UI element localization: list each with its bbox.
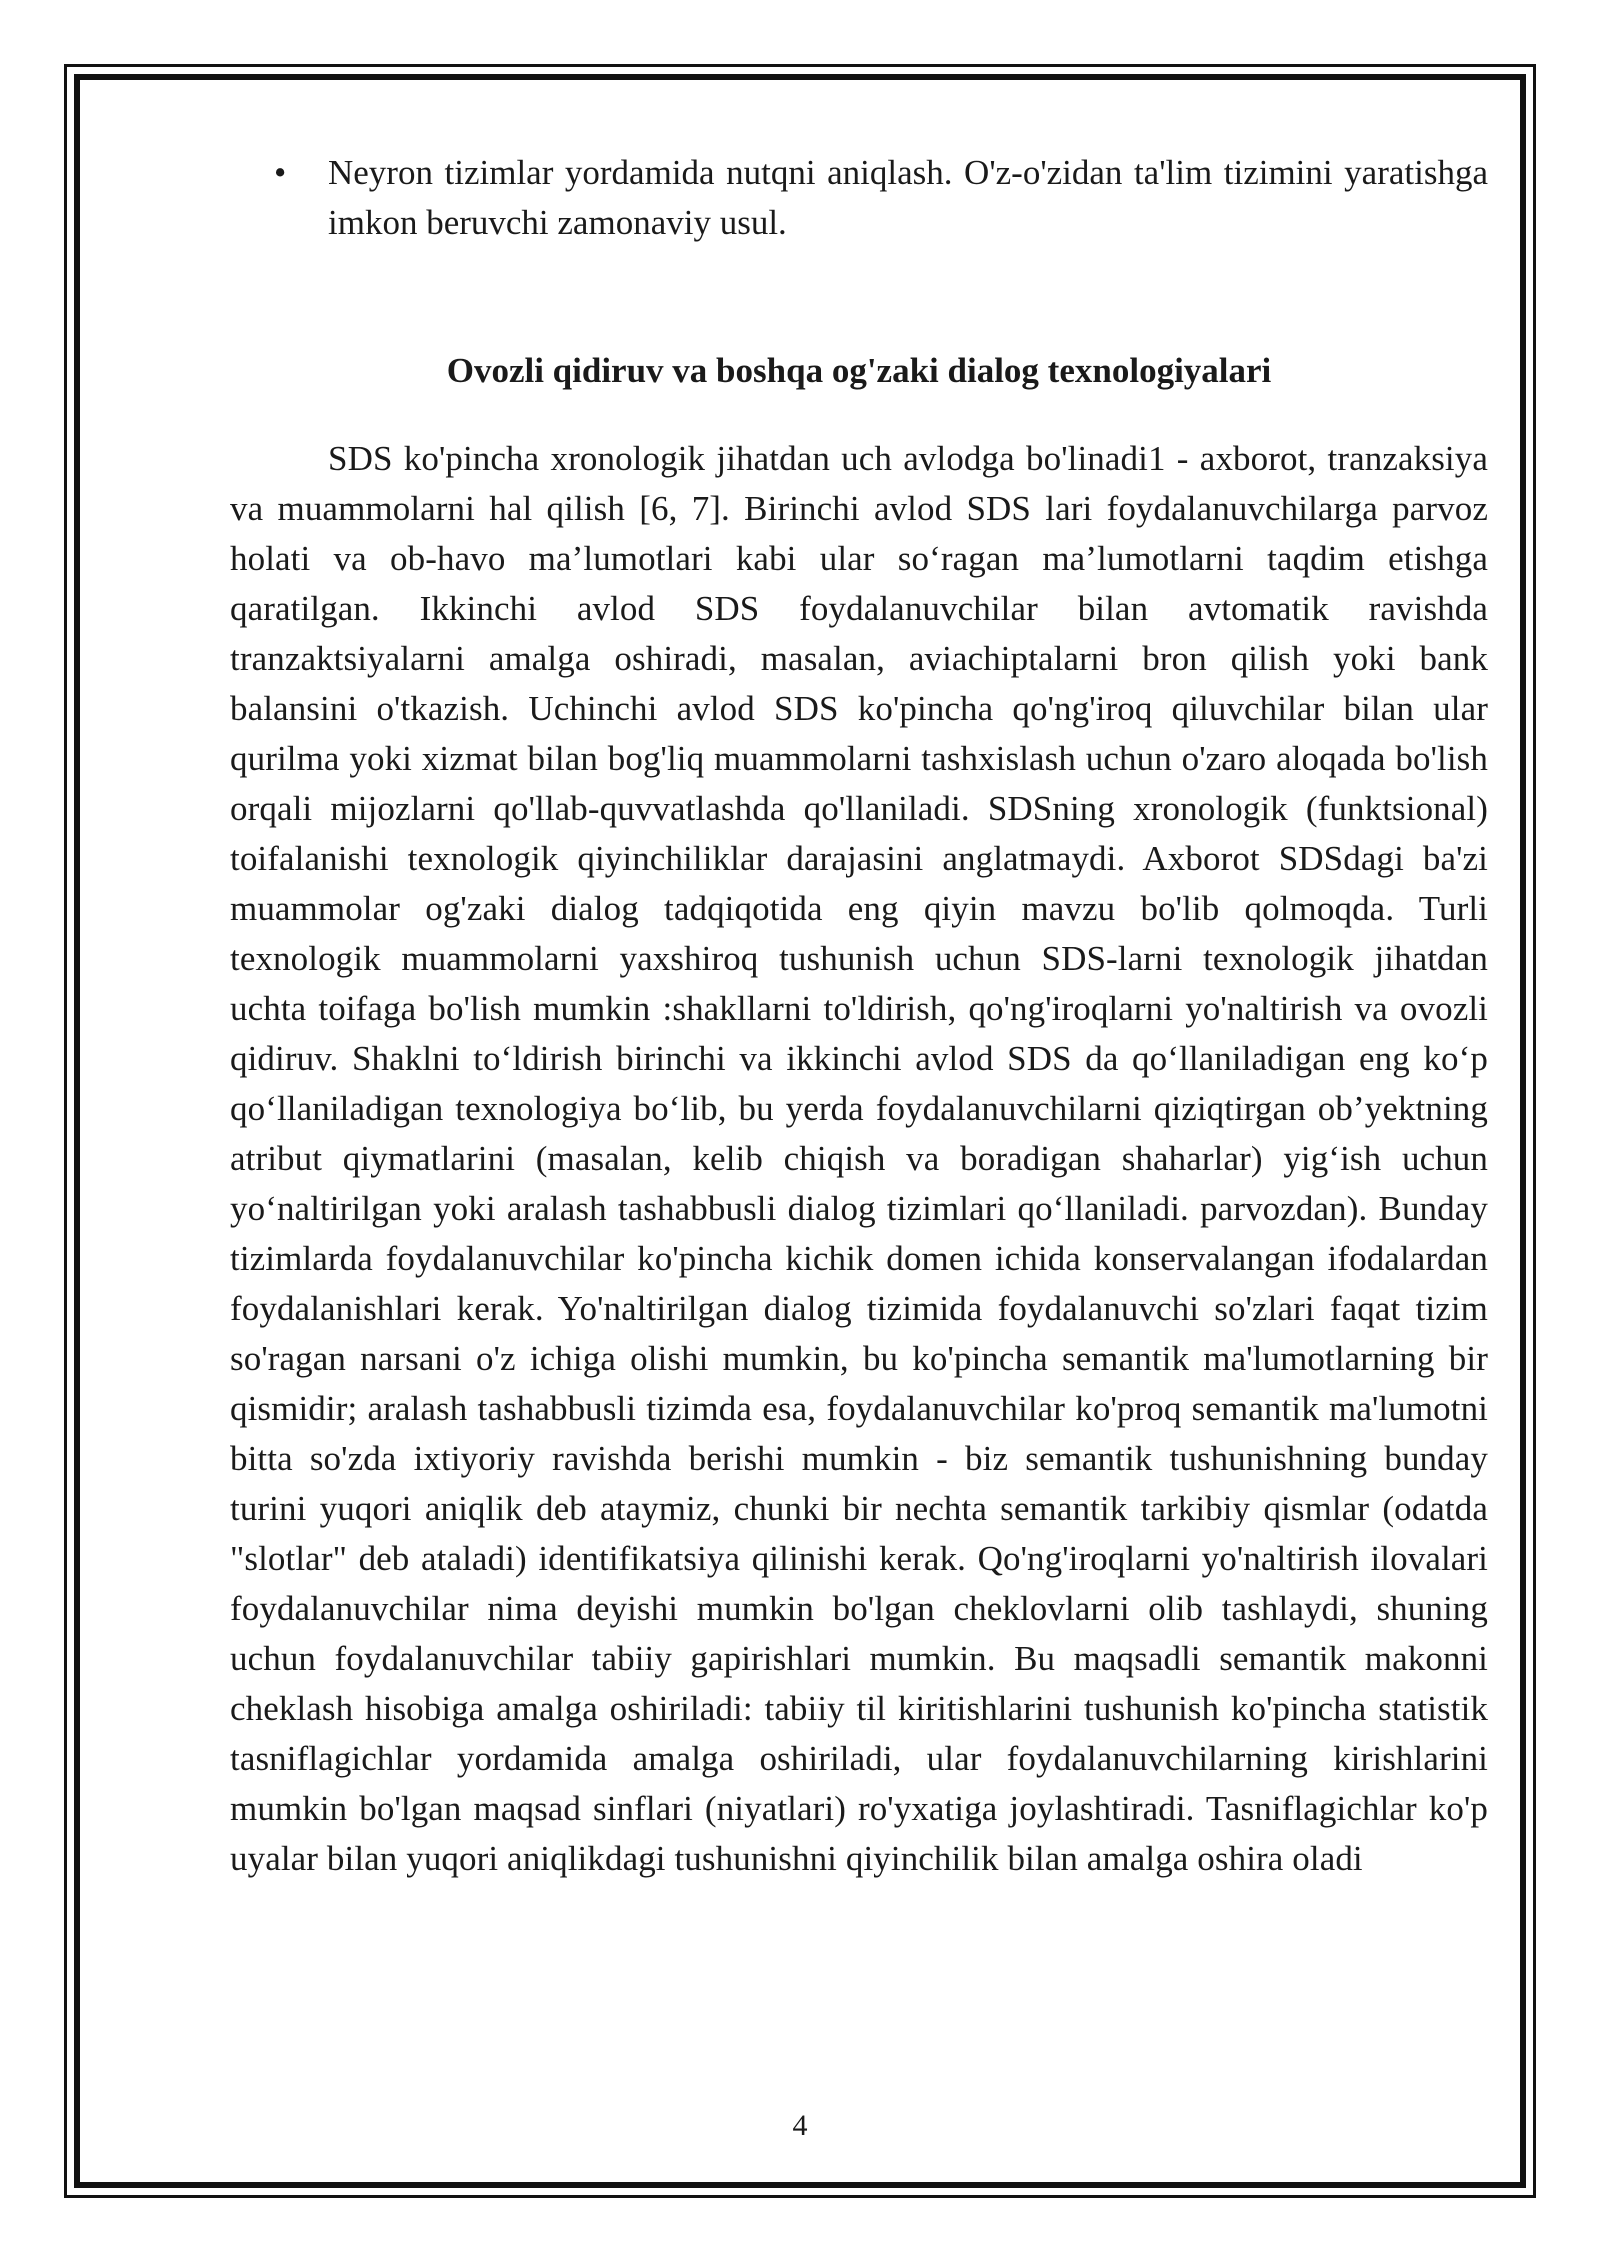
page-content bbox=[230, 148, 1488, 1884]
bullet-list-item bbox=[230, 148, 1488, 248]
bullet-marker: • bbox=[274, 153, 287, 192]
section-heading: Ovozli qidiruv va boshqa og'zaki dialog texnologiyalari bbox=[446, 351, 1272, 390]
bullet-text: Neyron tizimlar yordamida nutqni aniqlash. O'z-o'zidan ta'lim tizimini yaratishga imkon beruvchi zamonaviy usul. bbox=[328, 153, 1488, 242]
page-number: 4 bbox=[792, 2109, 808, 2142]
body-paragraph: SDS ko'pincha xronologik jihatdan uch avlodga bo'linadi1 - axborot, tranzaksiya va muammolarni hal qilish [6, 7]. Birinchi avlod SDS lari foydalanuvchilarga parvoz holati va ob-havo ma’lumotlari kabi ular so‘ragan ma’lumotlarni taqdim etishga qaratilgan. Ikkinchi avlod SDS foydalanuvchilar bilan avtomatik ravishda tranzaktsiyalarni amalga oshiradi, masalan, aviachiptalarni bron qilish yoki bank balansini o'tkazish. Uchinchi avlod SDS ko'pincha qo'ng'iroq qiluvchilar bilan ular qurilma yoki xizmat bilan bog'liq muammolarni tashxislash uchun o'zaro aloqada bo'lish orqali mijozlarni qo'llab-quvvatlashda qo'llaniladi. SDSning xronologik (funktsional) toifalanishi texnologik qiyinchiliklar darajasini anglatmaydi. Axborot SDSdagi ba'zi muammolar og'zaki dialog tadqiqotida eng qiyin mavzu bo'lib qolmoqda. Turli texnologik muammolarni yaxshiroq tushunish uchun SDS-larni texnologik jihatdan uchta toifaga bo'lish mumkin :shakllarni to'ldirish, qo'ng'iroqlarni yo'naltirish va ovozli qidiruv. Shaklni to‘ldirish birinchi va ikkinchi avlod SDS da qo‘llaniladigan eng ko‘p qo‘llaniladigan texnologiya bo‘lib, bu yerda foydalanuvchilarni qiziqtirgan ob’yektning atribut qiymatlarini (masalan, kelib chiqish va boradigan shaharlar) yig‘ish uchun yo‘naltirilgan yoki aralash tashabbusli dialog tizimlari qo‘llaniladi. parvozdan). Bunday tizimlarda foydalanuvchilar ko'pincha kichik domen ichida konservalangan ifodalardan foydalanishlari kerak. Yo'naltirilgan dialog tizimida foydalanuvchi so'zlari faqat tizim so'ragan narsani o'z ichiga olishi mumkin, bu ko'pincha semantik ma'lumotlarning bir qismidir; aralash tashabbusli tizimda esa, foydalanuvchilar ko'proq semantik ma'lumotni bitta so'zda ixtiyoriy ravishda berishi mumkin - biz semantik tushunishning bunday turini yuqori aniqlik deb ataymiz, chunki bir nechta semantik tarkibiy qismlar (odatda "slotlar" deb ataladi) identifikatsiya qilinishi kerak. Qo'ng'iroqlarni yo'naltirish ilovalari foydalanuvchilar nima deyishi mumkin bo'lgan cheklovlarni olib tashlaydi, shuning uchun foydalanuvchilar tabiiy gapirishlari mumkin. Bu maqsadli semantik makonni cheklash hisobiga amalga oshiriladi: tabiiy til kiritishlarini tushunish ko'pincha statistik tasniflagichlar yordamida amalga oshiriladi, ular foydalanuvchilarning kirishlarini mumkin bo'lgan maqsad sinflari (niyatlari) ro'yxatiga joylashtiradi. Tasniflagichlar ko'p uyalar bilan yuqori aniqlikdagi tushunishni qiyinchilik bilan amalga oshira oladi bbox=[230, 439, 1488, 1878]
